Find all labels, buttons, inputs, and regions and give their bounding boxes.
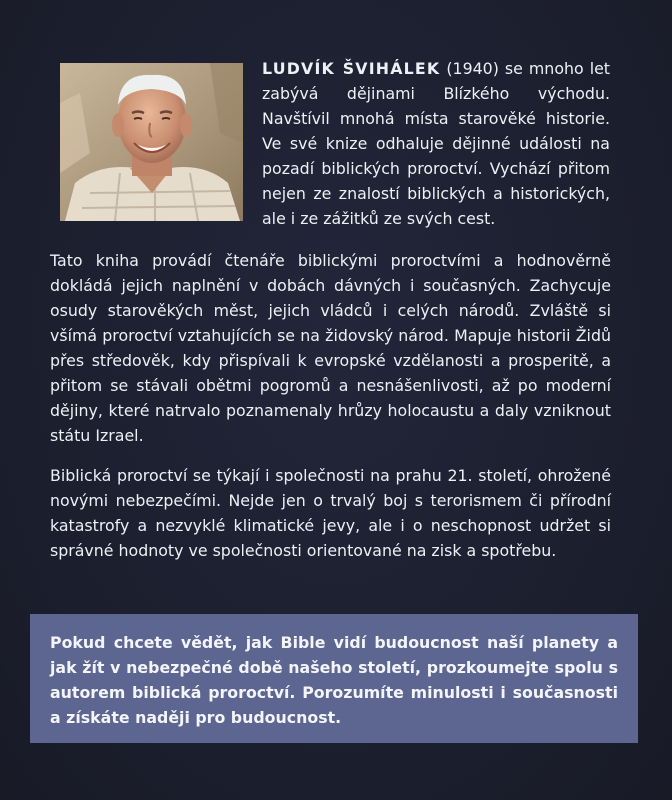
- author-bio-text: (1940) se mnoho let zabývá dějinami Blízkého východu. Navštívil mnohá místa starověké historie. Ve své knize odhaluje dějinné události na pozadí biblických proroctví. Vychází přitom nejen ze znalostí biblických a historických, ale i ze zážitků ze svých cest.: [262, 59, 610, 228]
- callout-text: Pokud chcete vědět, jak Bible vidí budoucnost naší planety a jak žít v nebezpečné době našeho století, prozkoumejte spolu s autorem biblická proroctví. Porozumíte minulosti i současnosti a získáte naději pro budoucnost.: [50, 633, 618, 727]
- author-name: LUDVÍK ŠVIHÁLEK: [262, 59, 441, 78]
- description-paragraph-1: Tato kniha provádí čtenáře biblickými proroctvími a hodnověrně dokládá jejich naplnění v dobách dávných i současných. Zachycuje osudy starověkých měst, jejich vládců i celých národů. Zvláště si všímá proroctví vztahujících se na židovský národ. Mapuje historii Židů přes středověk, kdy přispívali k evropské vzdělanosti a prosperitě, a přitom se stávali obětmi pogromů a nesnášenlivosti, až po moderní dějiny, které natrvalo poznamenaly hrůzy holocaustu a daly vzniknout státu Izrael.: [50, 251, 611, 445]
- author-bio: [262, 56, 610, 231]
- callout-band: [30, 614, 638, 743]
- description-paragraph-2: Biblická proroctví se týkají i společnosti na prahu 21. století, ohrožené novými nebezpečími. Nejde jen o trvalý boj s terorismem či přírodní katastrofy a nezvyklé klimatické jevy, ale i o neschopnost udržet si správné hodnoty ve společnosti orientované na zisk a spotřebu.: [50, 466, 611, 560]
- author-photo: [60, 63, 243, 221]
